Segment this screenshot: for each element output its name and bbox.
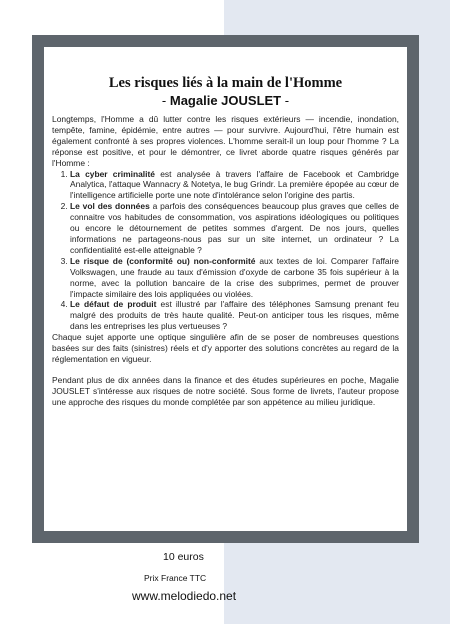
back-cover-text [52,74,399,408]
book-title: Les risques liés à la main de l'Homme [108,75,343,91]
author-prefix: - [161,93,170,108]
author-suffix: - [281,93,290,108]
intro-paragraph: Longtemps, l'Homme a dû lutter contre les risques extérieurs — incendie, inondation, tempête, famine, épidémie, entre autres — pour survivre. Aujourd'hui, l'être humain est également confronté à ses propres violences. L'homme serait-il un loup pour l'homme ? La réponse est positive, et pour le démontrer, ce livret aborde quatre risques générés par l'Homme : [52,114,399,168]
list-item [70,299,399,332]
list-item [70,256,399,300]
list-item [70,169,399,202]
author-bio-paragraph: Pendant plus de dix années dans la finance et des études supérieures en poche, Magalie JOUSLET s'intéresse aux risques de notre société. Sous forme de livrets, l'auteur propose une approche des risques du monde complétée par son appétence au milieu juridique. [52,374,399,407]
risk-title: La cyber criminalité [70,168,155,179]
risk-description: a parfois des conséquences beaucoup plus graves que celles de connaitre vos habitudes de consommation, vos aspirations idéologiques ou politiques ou encore le détournement de petites sommes d'argent. De nos jours, quelles informations ne partageons-nous pas sur un site internet, un ordinateur ? La confidentialité est-elle atteignable ? [70,201,399,255]
author-name: Magalie JOUSLET [169,93,282,108]
risk-title: Le risque de (conformité ou) non-conformité [70,255,256,266]
risk-description: est illustré par l'affaire des téléphones Samsung prenant feu malgré des produits de très haute qualité. Peut-on anticiper tous les risques, même dans les entreprises les plus vertueuses ? [70,299,399,332]
list-item [70,201,399,256]
website-link[interactable]: www.melodiedo.net [132,589,237,603]
risk-title: Le défaut de produit [70,299,157,310]
risk-description: est analysée à travers l'affaire de Facebook et Cambridge Analytica, l'attaque Wannacry & Notetya, le bug Grindr. La première épopée au cœur de l'intelligence artificielle porte une note d'intolérance selon l'origine des partis. [70,168,399,201]
paragraph-spacer [52,365,399,375]
risk-title: Le vol des données [70,201,150,212]
conclusion-paragraph: Chaque sujet apporte une optique singulière afin de se poser de nombreuses questions basées sur des faits (sinistres) réels et d'y apporter des solutions concrètes au regard de la réglementation en vigueur. [52,332,399,364]
author-line [52,92,399,109]
price-note: Prix France TTC [144,573,207,583]
price: 10 euros [163,551,204,563]
risk-description: aux textes de loi. Comparer l'affaire Volkswagen, une fraude au taux d'émission d'oxyde de carbone 35 fois supérieur à la norme, avec la pollution bancaire de la crise des subprimes, permet de prouver l'impacte similaire des lois appliquées ou violées. [70,255,399,299]
risk-list [52,169,399,333]
